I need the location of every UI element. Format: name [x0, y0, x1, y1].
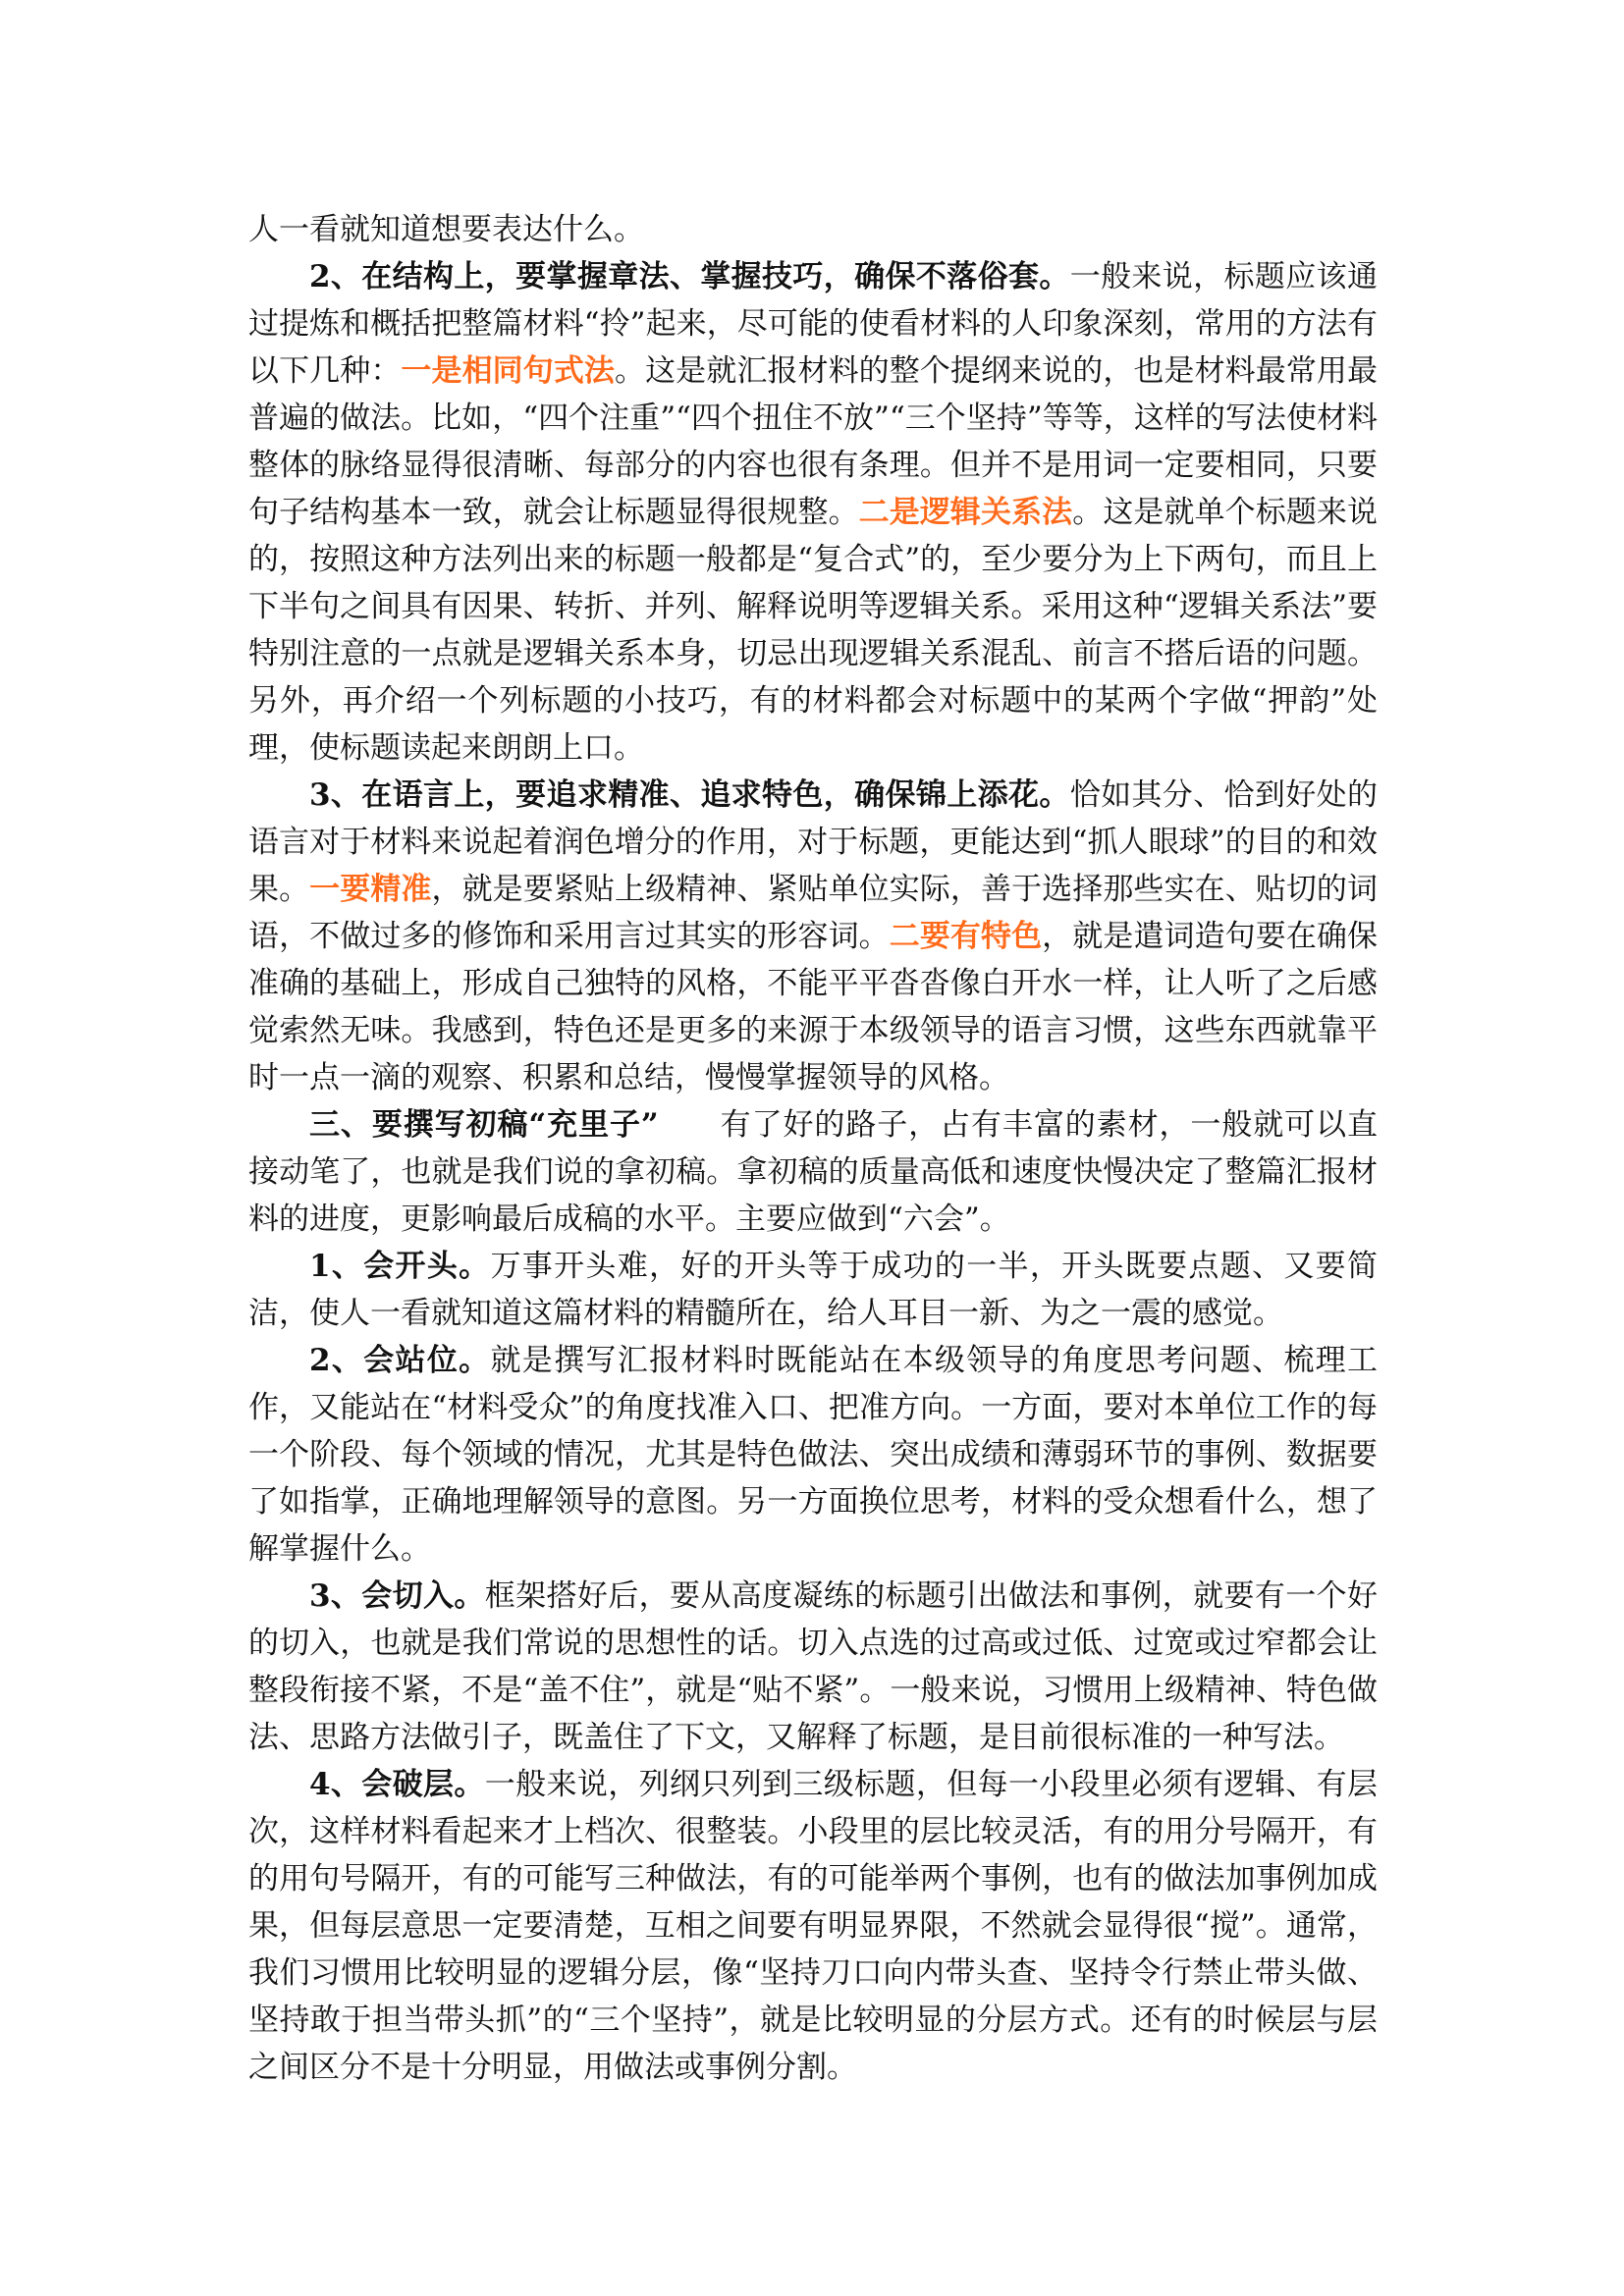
paragraph-heading: 3、会切入。 — [309, 1578, 485, 1614]
paragraph-text: 一般来说，标题应该通过提炼和概括把整篇材料“拎”起来，尽可能的使看材料的人印象深刻，常用的方法有以下几种： — [248, 259, 1378, 389]
paragraph-structure — [248, 253, 1378, 772]
paragraph-text: 人一看就知道想要表达什么。 — [248, 212, 644, 247]
paragraph-text: 恰如其分、恰到好处的语言对于材料来说起着润色增分的作用，对于标题，更能达到“抓人眼球”的目的和效果。 — [248, 777, 1378, 907]
paragraph-text: ，就是遣词造句要在确保准确的基础上，形成自己独特的风格，不能平平沓沓像白开水一样，让人听了之后感觉索然无味。我感到，特色还是更多的来源于本级领导的语言习惯，这些东西就靠平时一点一滴的观察、积累和总结，慢慢掌握领导的风格。 — [248, 919, 1379, 1095]
paragraph-text: 有了好的路子，占有丰富的素材，一般就可以直接动笔了，也就是我们说的拿初稿。拿初稿的质量高低和速度快慢决定了整篇汇报材料的进度，更影响最后成稿的水平。主要应做到“六会”。 — [248, 1107, 1378, 1237]
paragraph-text: 就是撰写汇报材料时既能站在本级领导的角度思考问题、梳理工作，又能站在“材料受众”的角度找准入口、把准方向。一方面，要对本单位工作的每一个阶段、每个领域的情况，尤其是特色做法、突出成绩和薄弱环节的事例、数据要了如指掌，正确地理解领导的意图。另一方面换位思考，材料的受众想看什么，想了解掌握什么。 — [248, 1343, 1378, 1567]
document-page — [248, 206, 1378, 2091]
paragraph-heading: 4、会破层。 — [309, 1767, 485, 1802]
paragraph-heading: 2、在结构上，要掌握章法、掌握技巧，确保不落俗套。 — [309, 259, 1070, 294]
highlight-phrase: 一要精准 — [309, 872, 432, 907]
highlight-phrase: 二是逻辑关系法 — [858, 495, 1073, 530]
paragraph-text: ，就是要紧贴上级精神、紧贴单位实际，善于选择那些实在、贴切的词语，不做过多的修饰和采用言过其实的形容词。 — [248, 872, 1379, 954]
paragraph-language — [248, 772, 1378, 1101]
paragraph-text: 一般来说，列纲只列到三级标题，但每一小段里必须有逻辑、有层次，这样材料看起来才上档次、很整装。小段里的层比较灵活，有的用分号隔开，有的用句号隔开，有的可能写三种做法，有的可能举两个事例，也有的做法加事例加成果，但每层意思一定要清楚，互相之间要有明显界限，不然就会显得很“搅”。通常，我们习惯用比较明显的逻辑分层，像“坚持刀口向内带头查、坚持令行禁止带头做、坚持敢于担当带头抓”的“三个坚持”，就是比较明显的分层方式。还有的时候层与层之间区分不是十分明显，用做法或事例分割。 — [248, 1767, 1378, 2085]
paragraph-heading: 2、会站位。 — [309, 1343, 491, 1378]
paragraph-section-three — [248, 1101, 1378, 1243]
paragraph-opening — [248, 1243, 1378, 1337]
paragraph-continuation — [248, 206, 1378, 253]
paragraph-text: 万事开头难，好的开头等于成功的一半，开头既要点题、又要简洁，使人一看就知道这篇材料的精髓所在，给人耳目一新、为之一震的感觉。 — [248, 1249, 1378, 1331]
paragraph-layering — [248, 1761, 1378, 2091]
highlight-phrase: 一是相同句式法 — [401, 353, 616, 389]
highlight-phrase: 二要有特色 — [889, 919, 1043, 954]
paragraph-text: 。这是就单个标题来说的，按照这种方法列出来的标题一般都是“复合式”的，至少要分为上下两句，而且上下半句之间具有因果、转折、并列、解释说明等逻辑关系。采用这种“逻辑关系法”要特别注意的一点就是逻辑关系本身，切忌出现逻辑关系混乱、前言不搭后语的问题。另外，再介绍一个列标题的小技巧，有的材料都会对标题中的某两个字做“押韵”处理，使标题读起来朗朗上口。 — [248, 495, 1379, 766]
paragraph-entry — [248, 1573, 1378, 1761]
paragraph-heading: 3、在语言上，要追求精准、追求特色，确保锦上添花。 — [309, 777, 1070, 813]
paragraph-positioning — [248, 1337, 1378, 1573]
paragraph-heading: 1、会开头。 — [309, 1249, 491, 1284]
section-heading: 三、要撰写初稿“充里子” — [309, 1107, 659, 1143]
paragraph-text: 。这是就汇报材料的整个提纲来说的，也是材料最常用最普遍的做法。比如，“四个注重”“四个扭住不放”“三个坚持”等等，这样的写法使材料整体的脉络显得很清晰、每部分的内容也很有条理。但并不是用词一定要相同，只要句子结构基本一致，就会让标题显得很规整。 — [248, 353, 1379, 530]
paragraph-text: 框架搭好后，要从高度凝练的标题引出做法和事例，就要有一个好的切入，也就是我们常说的思想性的话。切入点选的过高或过低、过宽或过窄都会让整段衔接不紧，不是“盖不住”，就是“贴不紧”。一般来说，习惯用上级精神、特色做法、思路方法做引子，既盖住了下文，又解释了标题，是目前很标准的一种写法。 — [248, 1578, 1378, 1755]
